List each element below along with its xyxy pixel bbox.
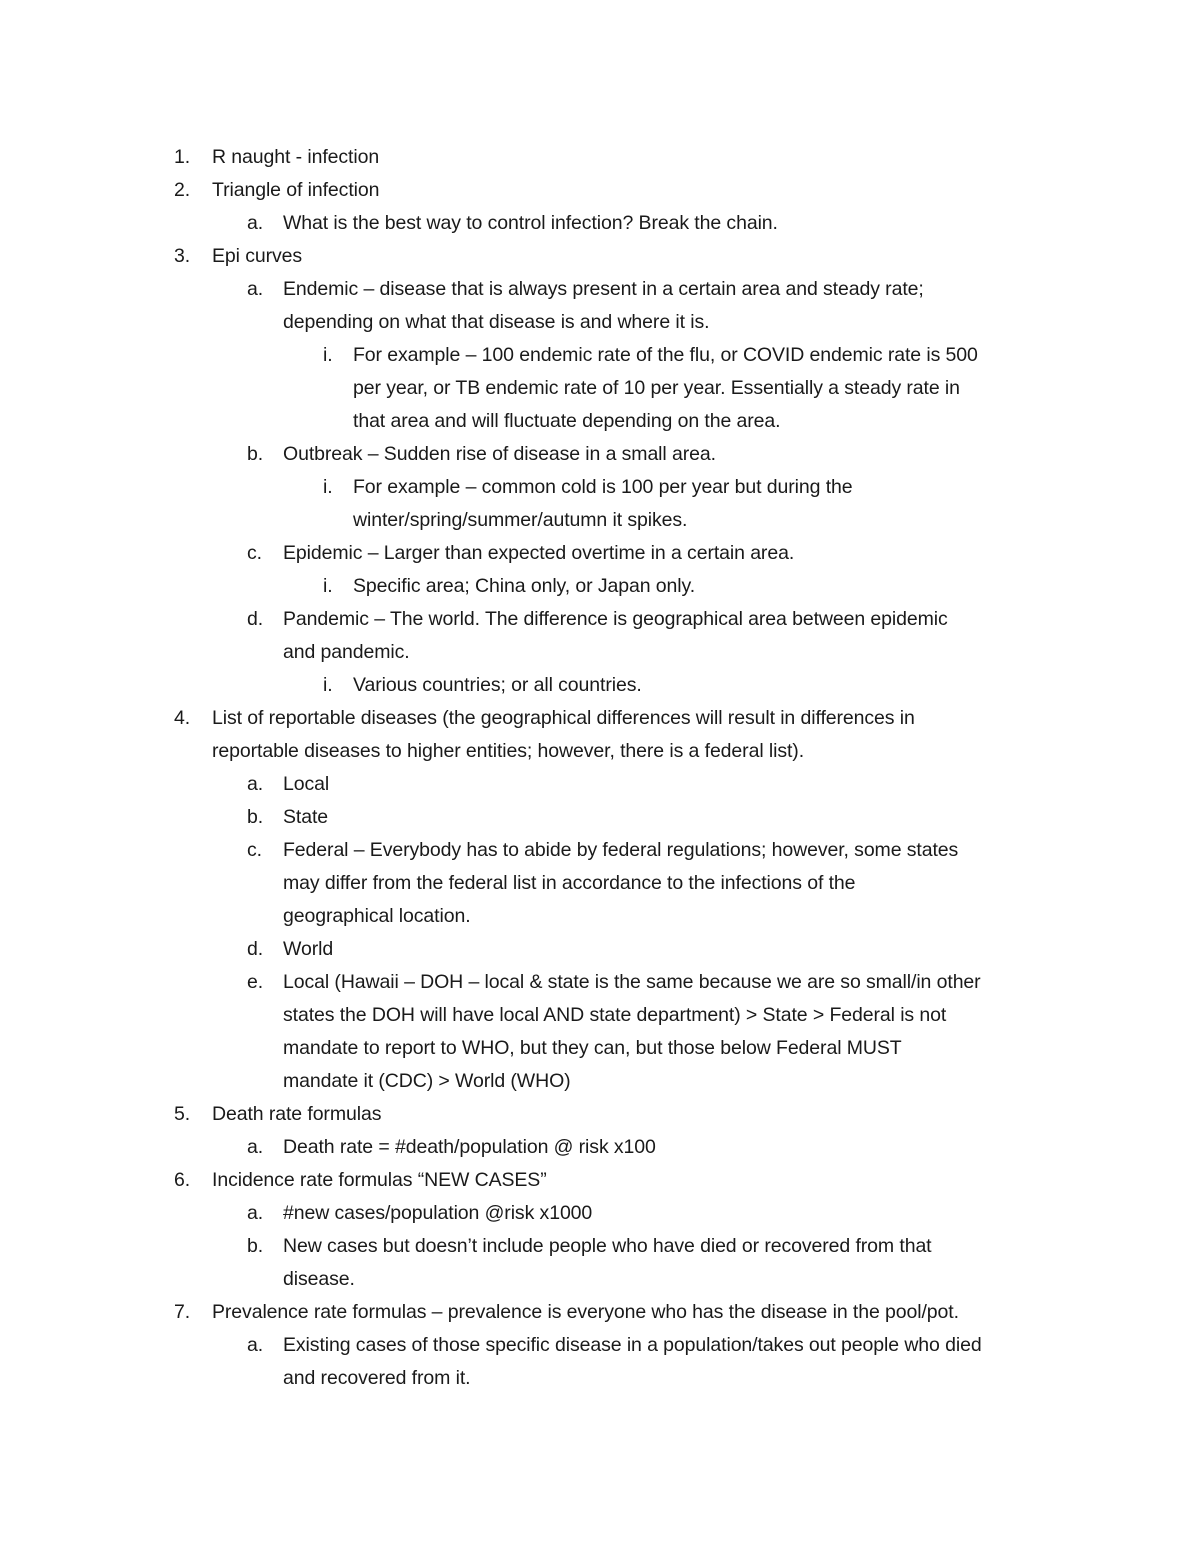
list-item-text: may differ from the federal list in accordance to the infections of the [283, 872, 856, 894]
list-item-text: World [283, 938, 334, 960]
list-item-text: per year, or TB endemic rate of 10 per year. Essentially a steady rate in [353, 377, 960, 399]
list-item [0, 1131, 1200, 1164]
list-item-continuation [0, 306, 1200, 339]
list-item-text: and recovered from it. [283, 1367, 471, 1389]
list-item [0, 1296, 1200, 1329]
list-item-text: that area and will fluctuate depending on the area. [353, 410, 781, 432]
list-item-text: mandate to report to WHO, but they can, but those below Federal MUST [283, 1037, 902, 1059]
list-item [0, 669, 1200, 702]
list-marker: a. [247, 1334, 264, 1356]
list-item [0, 438, 1200, 471]
list-marker: a. [247, 773, 264, 795]
list-item-text: For example – 100 endemic rate of the flu, or COVID endemic rate is 500 [353, 344, 978, 366]
list-item-text: winter/spring/summer/autumn it spikes. [353, 509, 688, 531]
list-item-continuation [0, 504, 1200, 537]
list-item-continuation [0, 900, 1200, 933]
list-item-text: Local [283, 773, 330, 795]
list-marker: 5. [174, 1103, 191, 1125]
list-marker: 1. [174, 146, 191, 168]
list-item-continuation [0, 999, 1200, 1032]
list-item [0, 702, 1200, 735]
list-item-text: Outbreak – Sudden rise of disease in a small area. [283, 443, 716, 465]
list-item-text: and pandemic. [283, 641, 410, 663]
list-item [0, 240, 1200, 273]
list-item [0, 1098, 1200, 1131]
list-marker: 2. [174, 179, 191, 201]
list-item [0, 1164, 1200, 1197]
list-marker: c. [247, 542, 262, 564]
list-item-continuation [0, 1065, 1200, 1098]
list-item-text: Incidence rate formulas “NEW CASES” [212, 1169, 547, 1191]
list-item-continuation [0, 372, 1200, 405]
list-marker: 6. [174, 1169, 191, 1191]
list-item-text: #new cases/population @risk x1000 [283, 1202, 593, 1224]
list-item [0, 834, 1200, 867]
list-item [0, 1197, 1200, 1230]
list-item-text: Prevalence rate formulas – prevalence is everyone who has the disease in the pool/pot. [212, 1301, 959, 1323]
list-item-text: Death rate = #death/population @ risk x100 [283, 1136, 656, 1158]
list-marker: 4. [174, 707, 191, 729]
list-item-text: Local (Hawaii – DOH – local & state is the same because we are so small/in other [283, 971, 981, 993]
list-marker: 3. [174, 245, 191, 267]
list-marker: i. [323, 476, 333, 498]
list-item-continuation [0, 1362, 1200, 1395]
list-item-text: Death rate formulas [212, 1103, 382, 1125]
list-item [0, 339, 1200, 372]
list-marker: b. [247, 806, 264, 828]
list-item-text: depending on what that disease is and where it is. [283, 311, 710, 333]
list-item [0, 537, 1200, 570]
list-item-text: Epi curves [212, 245, 303, 267]
list-item-text: New cases but doesn’t include people who have died or recovered from that [283, 1235, 932, 1257]
list-item [0, 966, 1200, 999]
list-item-text: Existing cases of those specific disease in a population/takes out people who died [283, 1334, 982, 1356]
list-item [0, 141, 1200, 174]
list-marker: d. [247, 608, 264, 630]
list-item-text: Federal – Everybody has to abide by federal regulations; however, some states [283, 839, 959, 861]
list-item-text: For example – common cold is 100 per year but during the [353, 476, 853, 498]
list-item-text: geographical location. [283, 905, 471, 927]
list-marker: a. [247, 1202, 264, 1224]
list-item-text: Specific area; China only, or Japan only. [353, 575, 696, 597]
list-item-text: disease. [283, 1268, 355, 1290]
list-item-text: Endemic – disease that is always present in a certain area and steady rate; [283, 278, 924, 300]
list-item-continuation [0, 735, 1200, 768]
list-marker: b. [247, 1235, 264, 1257]
list-item [0, 768, 1200, 801]
list-item [0, 174, 1200, 207]
list-marker: a. [247, 1136, 264, 1158]
list-marker: b. [247, 443, 264, 465]
document-body [0, 141, 1200, 1395]
list-item-text: Pandemic – The world. The difference is geographical area between epidemic [283, 608, 948, 630]
list-item-text: states the DOH will have local AND state department) > State > Federal is not [283, 1004, 947, 1026]
list-item [0, 273, 1200, 306]
list-marker: e. [247, 971, 264, 993]
list-marker: i. [323, 575, 333, 597]
list-marker: i. [323, 674, 333, 696]
list-item-text: State [283, 806, 329, 828]
list-item [0, 471, 1200, 504]
list-item-text: mandate it (CDC) > World (WHO) [283, 1070, 571, 1092]
list-item-text: Triangle of infection [212, 179, 380, 201]
list-marker: a. [247, 212, 264, 234]
list-marker: c. [247, 839, 262, 861]
list-item [0, 933, 1200, 966]
list-item-continuation [0, 1263, 1200, 1296]
list-item-continuation [0, 1032, 1200, 1065]
list-item-continuation [0, 405, 1200, 438]
list-item-continuation [0, 867, 1200, 900]
list-marker: d. [247, 938, 264, 960]
list-item-text: List of reportable diseases (the geographical differences will result in differences in [212, 707, 915, 729]
list-item-text: Various countries; or all countries. [353, 674, 642, 696]
list-item [0, 207, 1200, 240]
list-item-text: Epidemic – Larger than expected overtime in a certain area. [283, 542, 795, 564]
list-marker: a. [247, 278, 264, 300]
list-item [0, 603, 1200, 636]
list-item-continuation [0, 636, 1200, 669]
list-item [0, 1329, 1200, 1362]
list-marker: i. [323, 344, 333, 366]
list-item [0, 801, 1200, 834]
list-item-text: What is the best way to control infection? Break the chain. [283, 212, 778, 234]
list-item [0, 1230, 1200, 1263]
list-item-text: R naught - infection [212, 146, 380, 168]
list-marker: 7. [174, 1301, 191, 1323]
list-item-text: reportable diseases to higher entities; however, there is a federal list). [212, 740, 805, 762]
list-item [0, 570, 1200, 603]
